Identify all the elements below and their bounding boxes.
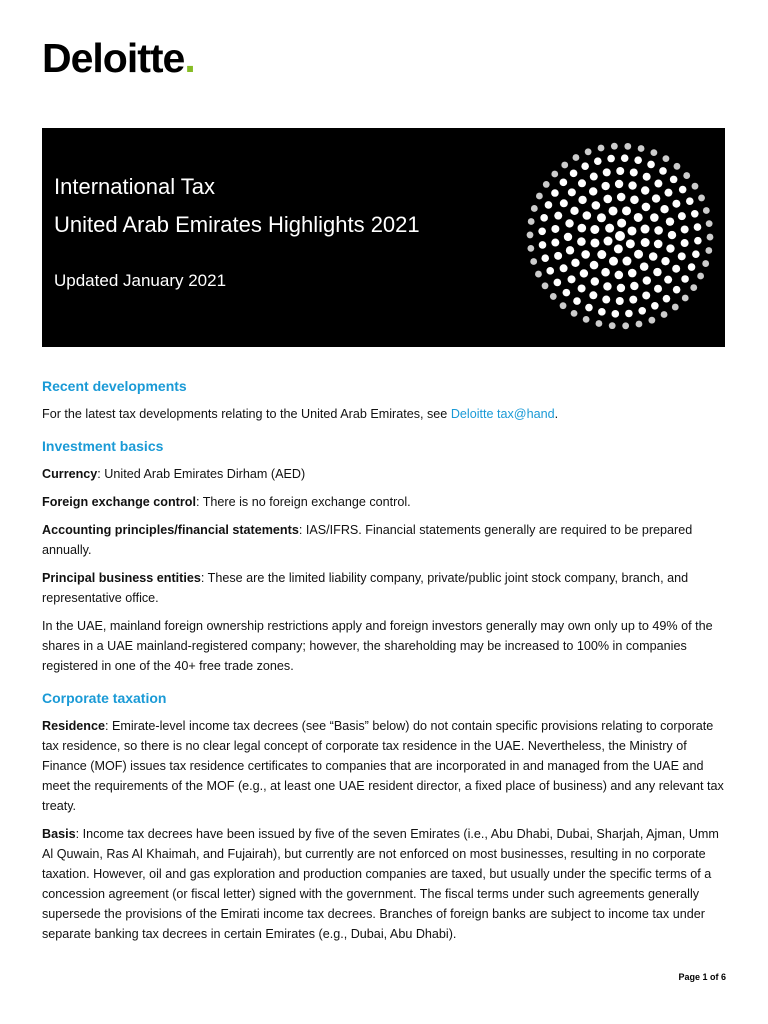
dot-sphere-graphic [520,136,720,336]
accounting-paragraph: Accounting principles/financial statements: IAS/IFRS. Financial statements generally are required to be prepared annually. [42,523,693,557]
deloitte-logo: Deloitte. [42,35,195,81]
heading-corporate-taxation: Corporate taxation [42,690,167,706]
currency-paragraph: Currency: United Arab Emirates Dirham (AED) [42,467,306,481]
title-banner [42,128,725,347]
banner-subtitle: United Arab Emirates Highlights 2021 [54,212,420,237]
entities-paragraph: Principal business entities: These are the limited liability company, private/public joint stock company, branch, and representative office. [42,571,689,605]
basis-paragraph: Basis: Income tax decrees have been issued by five of the seven Emirates (i.e., Abu Dhabi, Dubai, Sharjah, Ajman, Umm Al Quwain, Ras Al Khaimah, and Fujairah), but currently are not enforced on most businesses, resulting in no corporate taxation. However, oil and gas exploration and production companies are taxed, but usually under the specific terms of a concession agreement (or fiscal letter) signed with the government. The fiscal terms under such agreements generally supersede the provisions of the Emirati income tax decrees. Branches of foreign banks are subject to income tax under separate banking tax decrees in certain Emirates (e.g., Dubai, Abu Dhabi). [42,827,719,941]
residence-paragraph: Residence: Emirate-level income tax decrees (see “Basis” below) do not contain specific provisions relating to corporate tax residence, so there is no clear legal concept of corporate tax residence in the UAE. Nevertheless, the Ministry of Finance (MOF) issues tax residence certificates to companies that are incorporated in and managed from the UAE and meet the requirements of the MOF (e.g., at least one UAE resident director, a fixed place of business) and any relevant tax treaty. [42,719,724,813]
ownership-paragraph: In the UAE, mainland foreign ownership restrictions apply and foreign investors generally may own only up to 49% of the shares in a UAE mainland-registered company; however, the shareholding may be increased to 100% in companies registered in one of the 40+ free trade zones. [42,619,713,673]
page-number: Page 1 of 6 [678,972,726,982]
heading-recent-developments: Recent developments [42,378,187,394]
banner-updated: Updated January 2021 [54,271,227,290]
heading-investment-basics: Investment basics [42,438,164,454]
document-body [42,376,732,952]
fx-paragraph: Foreign exchange control: There is no foreign exchange control. [42,495,411,509]
recent-paragraph: For the latest tax developments relating to the United Arab Emirates, see Deloitte tax@hand. [42,407,559,421]
banner-title: International Tax [54,174,216,199]
taxathand-link[interactable]: Deloitte tax@hand [450,407,555,421]
